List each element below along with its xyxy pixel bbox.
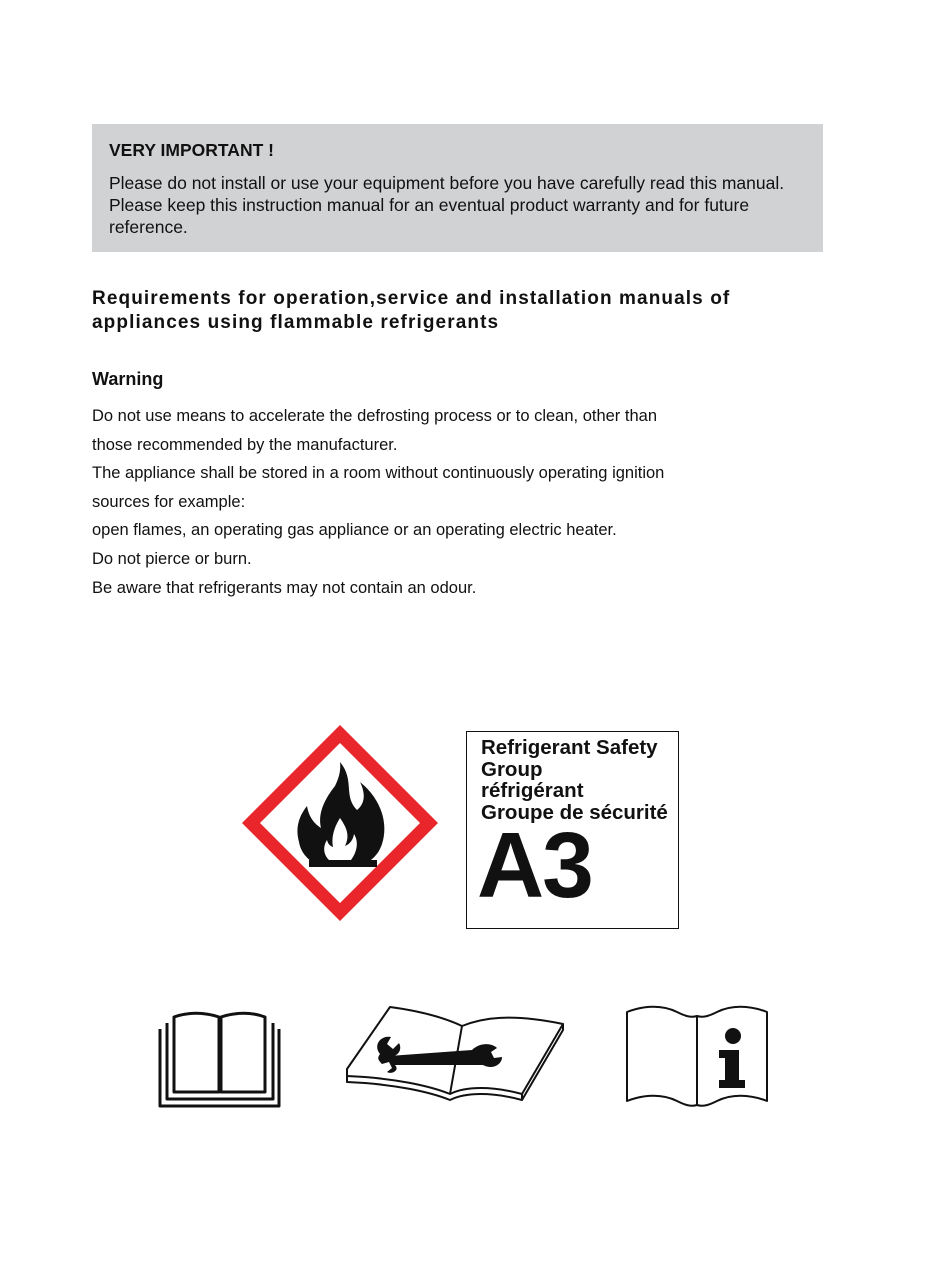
notice-title: VERY IMPORTANT ! bbox=[109, 140, 274, 160]
requirements-heading: Requirements for operation,service and installation manuals of appliances using flammable refrigerants bbox=[92, 288, 731, 333]
refrigerant-safety-label bbox=[466, 731, 679, 929]
safety-label-line: réfrigérant bbox=[481, 779, 584, 802]
read-manual-icon bbox=[157, 1007, 283, 1109]
safety-class: A3 bbox=[477, 813, 592, 917]
notice-body: Please do not install or use your equipment before you have carefully read this manual. Please keep this instruction manual for an eventual product warranty and for future reference. bbox=[109, 173, 785, 237]
warning-heading: Warning bbox=[92, 369, 164, 389]
information-manual-icon bbox=[625, 1004, 769, 1108]
safety-label-line: Groupe de sécurité bbox=[481, 800, 668, 824]
warning-line: Do not use means to accelerate the defrosting process or to clean, other than bbox=[92, 407, 657, 425]
warning-line: Be aware that refrigerants may not contain an odour. bbox=[92, 578, 477, 597]
warning-line: The appliance shall be stored in a room without continuously operating ignition bbox=[92, 464, 665, 483]
safety-label-line: Group bbox=[481, 757, 543, 781]
warning-line: sources for example: bbox=[92, 492, 246, 511]
warning-list bbox=[92, 402, 812, 602]
warning-line: open flames, an operating gas appliance or an operating electric heater. bbox=[92, 521, 617, 540]
flammable-pictogram-icon bbox=[239, 722, 441, 924]
important-notice bbox=[92, 124, 823, 252]
warning-line: those recommended by the manufacturer. bbox=[92, 435, 398, 454]
service-manual-icon bbox=[340, 1004, 570, 1110]
warning-line: Do not pierce or burn. bbox=[92, 549, 252, 568]
safety-label-line: Refrigerant Safety bbox=[481, 736, 658, 759]
